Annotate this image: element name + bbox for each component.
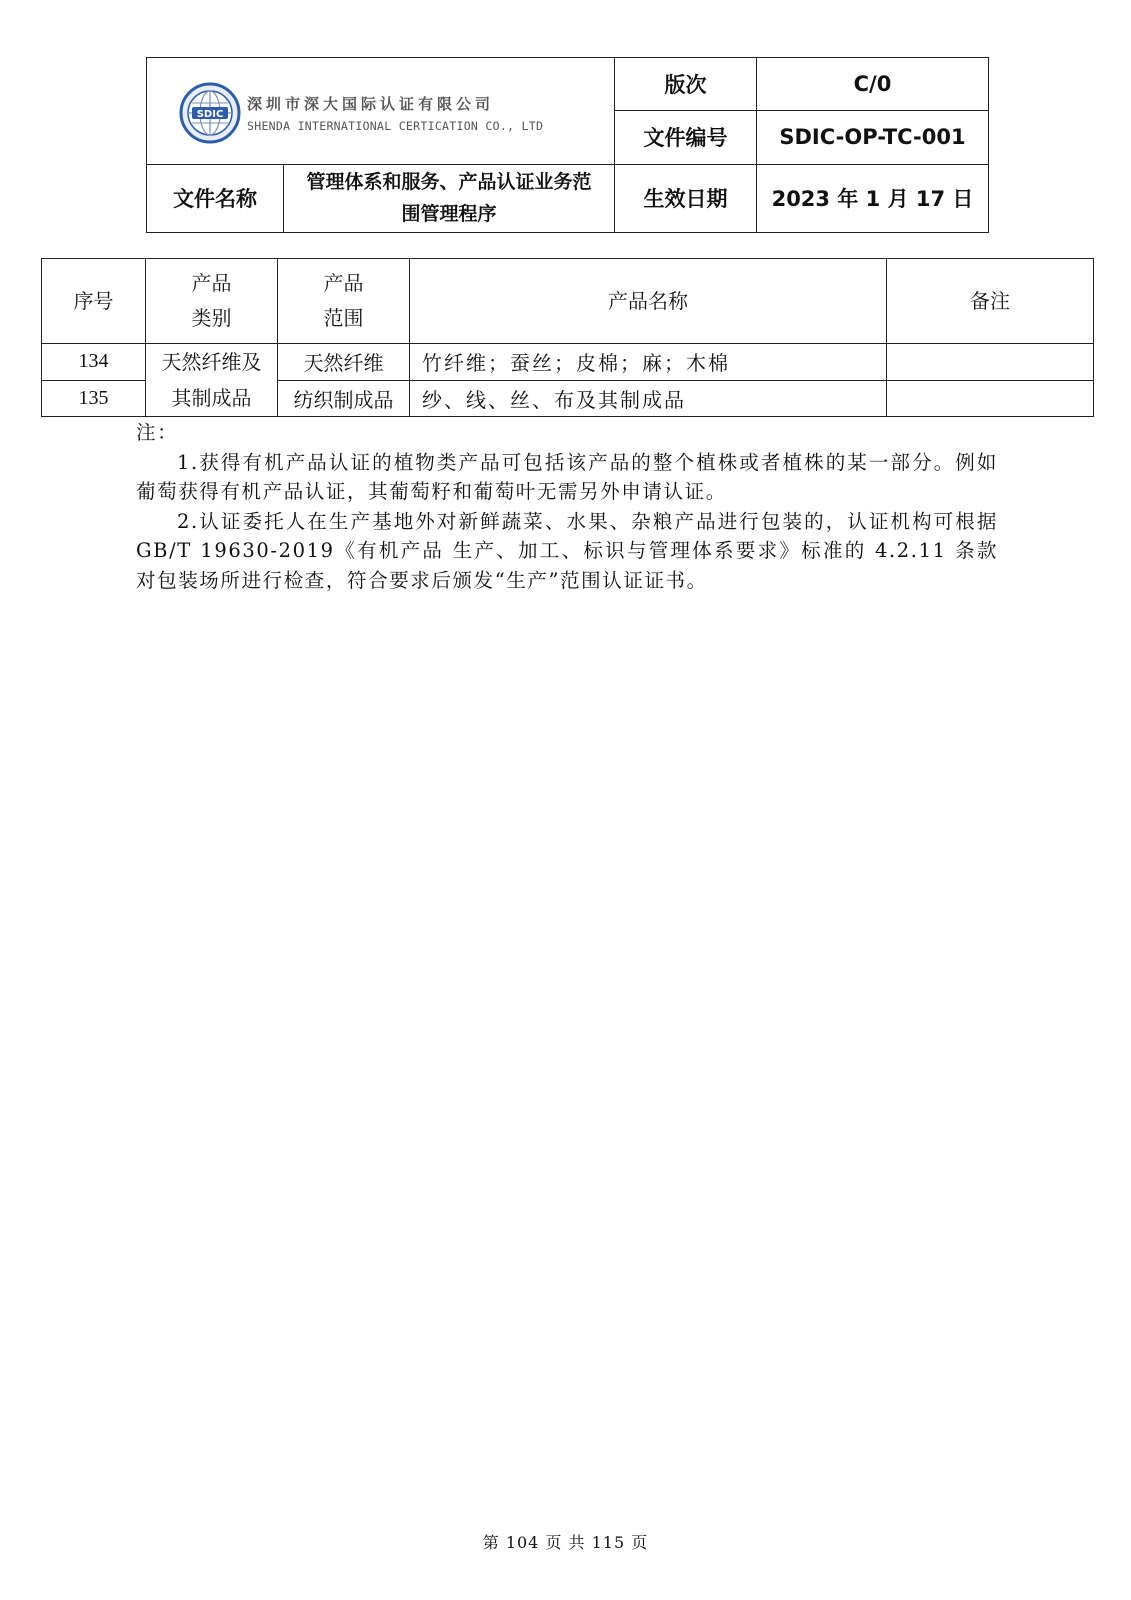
effective-date-value: 2023 年 1 月 17 日 bbox=[757, 164, 989, 232]
doc-no-label: 文件编号 bbox=[615, 111, 757, 164]
product-scope-table bbox=[41, 258, 1094, 417]
globe-logo-icon bbox=[179, 82, 241, 144]
category-line-1: 天然纤维及 bbox=[161, 350, 262, 374]
version-label: 版次 bbox=[615, 58, 757, 111]
note-item-2: 2.认证委托人在生产基地外对新鲜蔬菜、水果、杂粮产品进行包装的，认证机构可根据 GB/T 19630-2019《有机产品 生产、加工、标识与管理体系要求》标准的 4.2.11 条款对包装场所进行检查，符合要求后颁发“生产”范围认证证书。 bbox=[136, 509, 998, 592]
notes-title: 注： bbox=[136, 421, 179, 444]
row-product-name: 纱、线、丝、布及其制成品 bbox=[410, 380, 887, 417]
effective-date-label: 生效日期 bbox=[615, 164, 757, 232]
company-logo-cell bbox=[147, 58, 615, 165]
note-item-1: 1.获得有机产品认证的植物类产品可包括该产品的整个植株或者植株的某一部分。例如葡萄获得有机产品认证，其葡萄籽和葡萄叶无需另外申请认证。 bbox=[136, 450, 998, 503]
doc-name-value bbox=[284, 164, 615, 232]
document-header bbox=[146, 57, 989, 233]
header-product-name: 产品名称 bbox=[410, 259, 887, 344]
category-line-2: 其制成品 bbox=[171, 386, 252, 410]
doc-name-line-1: 管理体系和服务、产品认证业务范 bbox=[306, 171, 592, 194]
row-remark bbox=[887, 344, 1094, 381]
version-value: C/0 bbox=[757, 58, 989, 111]
table-header-row bbox=[42, 259, 1094, 344]
logo-text: SDIC bbox=[196, 109, 224, 120]
header-category bbox=[146, 259, 278, 344]
header-category-line-2: 类别 bbox=[191, 306, 232, 330]
company-name-cn: 深圳市深大国际认证有限公司 bbox=[247, 95, 495, 113]
notes-section bbox=[136, 418, 998, 595]
header-scope-line-1: 产品 bbox=[323, 271, 364, 295]
header-seq: 序号 bbox=[42, 259, 146, 344]
header-scope bbox=[278, 259, 410, 344]
company-name-en: SHENDA INTERNATIONAL CERTICATION CO., LTD bbox=[247, 119, 544, 133]
row-seq: 134 bbox=[42, 344, 146, 381]
table-row bbox=[42, 344, 1094, 381]
company-logo bbox=[179, 82, 543, 144]
doc-no-value: SDIC-OP-TC-001 bbox=[757, 111, 989, 164]
row-product-name: 竹纤维；蚕丝；皮棉；麻；木棉 bbox=[410, 344, 887, 381]
row-seq: 135 bbox=[42, 380, 146, 417]
row-scope: 纺织制成品 bbox=[278, 380, 410, 417]
doc-name-line-2: 围管理程序 bbox=[401, 203, 497, 226]
row-remark bbox=[887, 380, 1094, 417]
page-number: 第 104 页 共 115 页 bbox=[482, 1533, 649, 1552]
header-category-line-1: 产品 bbox=[191, 271, 232, 295]
header-remark: 备注 bbox=[887, 259, 1094, 344]
row-category bbox=[146, 344, 278, 417]
row-scope: 天然纤维 bbox=[278, 344, 410, 381]
header-scope-line-2: 范围 bbox=[323, 306, 364, 330]
doc-name-label: 文件名称 bbox=[147, 164, 284, 232]
